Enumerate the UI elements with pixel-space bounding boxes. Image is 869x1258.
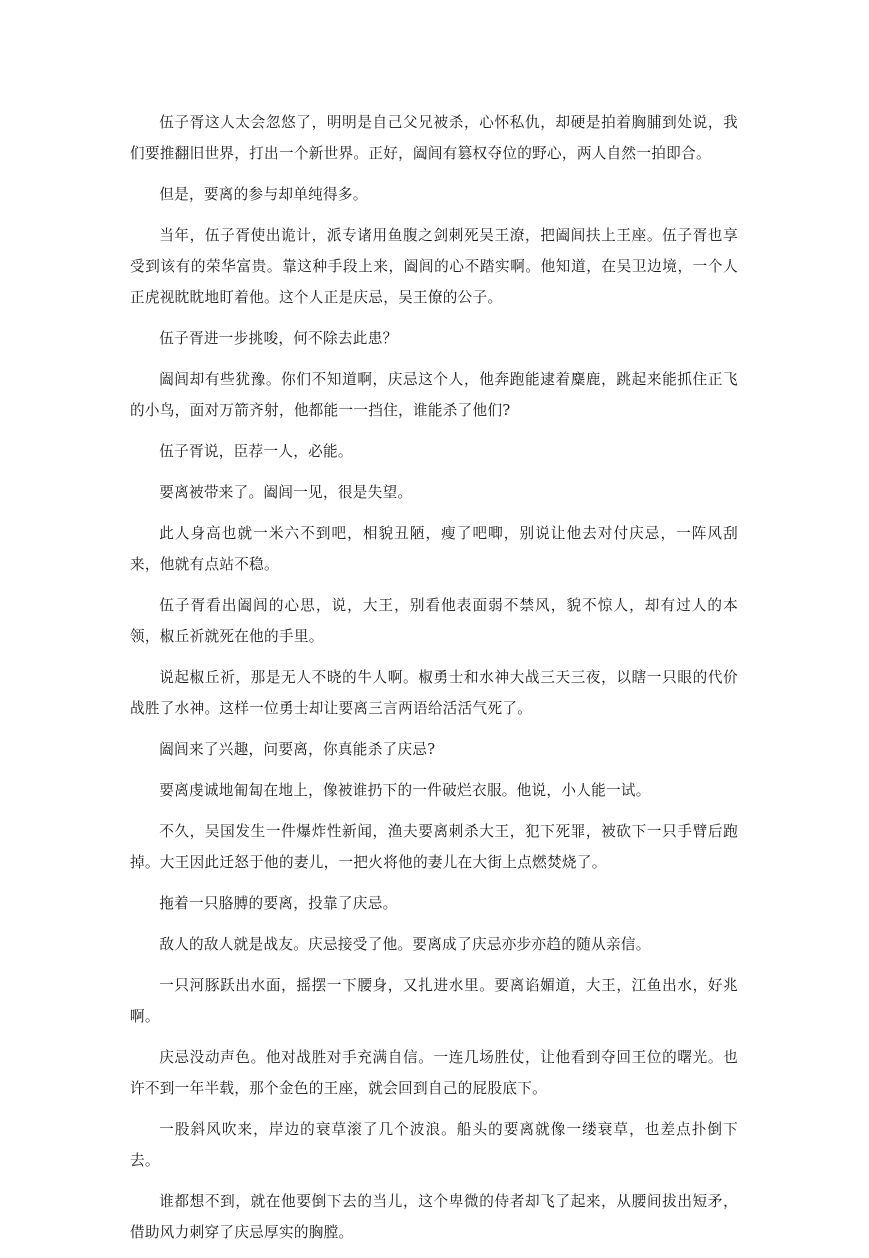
article-body <box>130 107 738 1258</box>
paragraph: 拖着一只胳膊的要离，投靠了庆忌。 <box>159 895 398 912</box>
paragraph: 当年，伍子胥使出诡计，派专诸用鱼腹之剑刺死吴王潦，把阖闾扶上王座。伍子胥也享受到该有的荣华富贵。靠这种手段上来，阖闾的心不踏实啊。他知道，在吴卫边境，一个人正虎视眈眈地盯着他。这个人正是庆忌，吴王僚的公子。 <box>130 227 738 306</box>
paragraph: 敌人的敌人就是战友。庆忌接受了他。要离成了庆忌亦步亦趋的随从亲信。 <box>159 936 651 953</box>
paragraph: 一股斜风吹来，岸边的衰草滚了几个波浪。船头的要离就像一缕衰草，也差点扑倒下去。 <box>130 1121 738 1169</box>
paragraph: 说起椒丘祈，那是无人不晓的牛人啊。椒勇士和水神大战三天三夜，以瞎一只眼的代价战胜了水神。这样一位勇士却让要离三言两语给活活气死了。 <box>130 669 738 717</box>
paragraph: 阖闾却有些犹豫。你们不知道啊，庆忌这个人，他奔跑能逮着麋鹿，跳起来能抓住正飞的小鸟，面对万箭齐射，他都能一一挡住，谁能杀了他们? <box>130 371 738 419</box>
paragraph: 要离虔诚地匍匐在地上，像被谁扔下的一件破烂衣服。他说，小人能一试。 <box>159 782 651 799</box>
paragraph: 一只河豚跃出水面，摇摆一下腰身，又扎进水里。要离谄媚道，大王，江鱼出水，好兆啊。 <box>130 977 738 1025</box>
paragraph: 谁都想不到，就在他要倒下去的当儿，这个卑微的侍者却飞了起来，从腰间拔出短矛，借助风力刺穿了庆忌厚实的胸膛。 <box>130 1193 738 1241</box>
paragraph: 伍子胥说，臣荐一人，必能。 <box>159 443 353 460</box>
paragraph: 庆忌没动声色。他对战胜对手充满自信。一连几场胜仗，让他看到夺回王位的曙光。也许不到一年半载，那个金色的王座，就会回到自己的屁股底下。 <box>130 1049 738 1097</box>
paragraph: 伍子胥看出阖闾的心思，说，大王，别看他表面弱不禁风，貌不惊人，却有过人的本领，椒丘祈就死在他的手里。 <box>130 597 738 645</box>
paragraph: 伍子胥这人太会忽悠了，明明是自己父兄被杀，心怀私仇，却硬是拍着胸脯到处说，我们要推翻旧世界，打出一个新世界。正好，阖闾有篡权夺位的野心，两人自然一拍即合。 <box>130 114 738 162</box>
paragraph: 但是，要离的参与却单纯得多。 <box>159 186 368 203</box>
paragraph: 不久，吴国发生一件爆炸性新闻，渔夫要离刺杀大王，犯下死罪，被砍下一只手臂后跑掉。大王因此迁怒于他的妻儿，一把火将他的妻儿在大街上点燃焚烧了。 <box>130 823 738 871</box>
paragraph: 伍子胥进一步挑唆，何不除去此患？ <box>159 330 398 347</box>
paragraph: 此人身高也就一米六不到吧，相貌丑陋，瘦了吧唧，别说让他去对付庆忌，一阵风刮来，他就有点站不稳。 <box>130 525 738 573</box>
paragraph: 要离被带来了。阖闾一见，很是失望。 <box>159 484 413 501</box>
paragraph: 阖闾来了兴趣，问要离，你真能杀了庆忌? <box>159 741 436 758</box>
